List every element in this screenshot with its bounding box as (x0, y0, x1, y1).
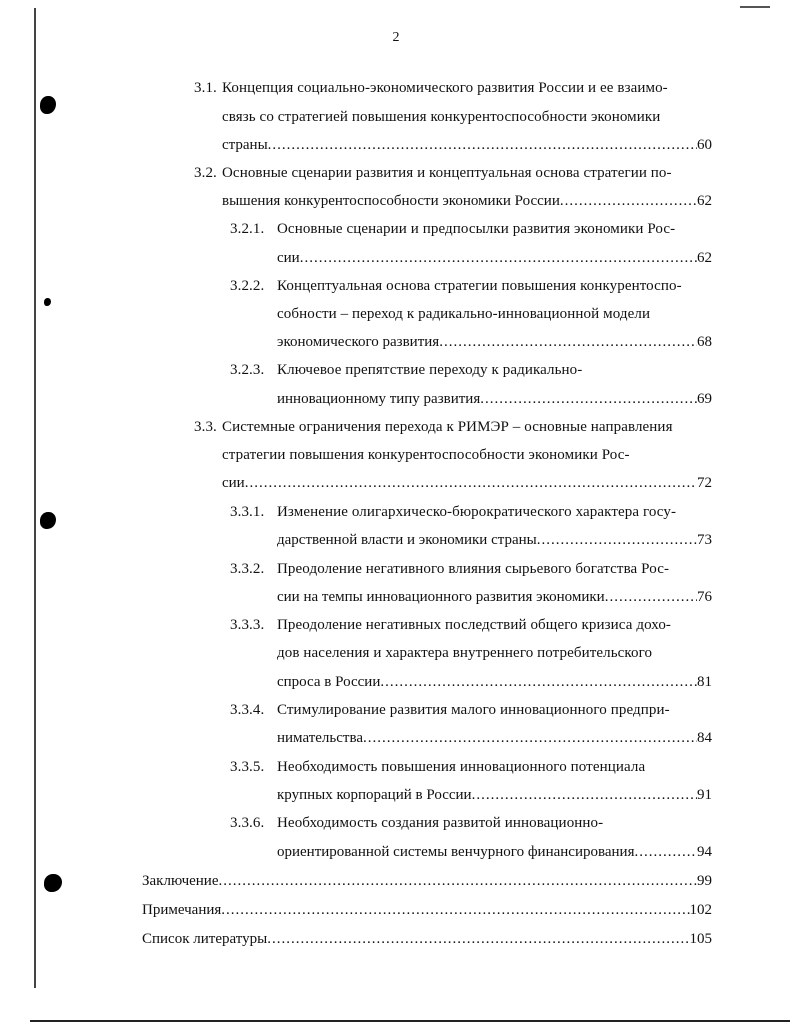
toc-entry-leader (277, 785, 712, 805)
toc-entry-text: Системные ограничения перехода к РИМЭР – основные направления (222, 419, 673, 435)
toc-entry-number: 3.3.2. (230, 561, 265, 577)
toc-entry-number: 3.3.1. (230, 504, 265, 520)
toc-entry-leader (277, 389, 712, 409)
toc-entry-text: Необходимость повышения инновационного потенциала (277, 759, 646, 775)
toc-entry-text: собности – переход к радикально-инновационной модели (277, 306, 651, 322)
toc-entry-text: инновационному типу развития (277, 391, 481, 407)
toc-page-number: 81 (697, 674, 712, 690)
toc-entry-text: стратегии повышения конкурентоспособности экономики Рос- (222, 447, 630, 463)
toc-entry-text: нимательства (277, 730, 364, 746)
toc-entry-text: сии на темпы инновационного развития экономики (277, 589, 605, 605)
toc-entry-text: Ключевое препятствие переходу к радикально- (277, 362, 583, 378)
toc-entry-leader (222, 473, 712, 493)
toc-entry-number: 3.2. (194, 165, 217, 181)
toc-entry-leader (277, 728, 712, 748)
toc-entry-text: спроса в России (277, 674, 381, 690)
toc-page-number: 84 (697, 730, 712, 746)
toc-entry-leader (222, 191, 712, 211)
toc-entry-leader (277, 842, 712, 862)
toc-page-number: 62 (697, 193, 712, 209)
toc-entry-text: Стимулирование развития малого инновационного предпри- (277, 702, 670, 718)
toc-entry-leader (142, 871, 712, 891)
toc-entry-text: Преодоление негативного влияния сырьевого богатства Рос- (277, 561, 670, 577)
toc-entry-text: вышения конкурентоспособности экономики России (222, 193, 560, 209)
toc-page-number: 60 (697, 137, 712, 153)
toc-entry-leader (277, 530, 712, 550)
toc-entry-text: Основные сценарии и предпосылки развития экономики Рос- (277, 221, 676, 237)
toc-entry-number: 3.1. (194, 80, 217, 96)
toc-entry-number: 3.2.2. (230, 278, 265, 294)
toc-page-number: 68 (697, 334, 712, 350)
toc-entry-text: связь со стратегией повышения конкурентоспособности экономики (222, 109, 661, 125)
toc-entry-number: 3.3.4. (230, 702, 265, 718)
ink-blot (40, 512, 56, 529)
toc-entry-number: 3.2.3. (230, 362, 265, 378)
toc-entry-leader (277, 672, 712, 692)
toc-entry-text: Преодоление негативных последствий общего кризиса дохо- (277, 617, 672, 633)
toc-entry-text: сии (222, 475, 245, 491)
toc-page-number: 69 (697, 391, 712, 407)
toc-page-number: 73 (697, 532, 712, 548)
toc-entry-text: сии (277, 250, 300, 266)
toc-entry-text: крупных корпораций в России (277, 787, 472, 803)
toc-entry-leader (277, 248, 712, 268)
toc-entry-text: Концепция социально-экономического развития России и ее взаимо- (222, 80, 668, 96)
toc-entry-text: дов населения и характера внутреннего потребительского (277, 645, 653, 661)
toc-entry-text: Примечания (142, 902, 222, 918)
toc-entry-leader (142, 929, 712, 949)
toc-entry-leader (277, 587, 712, 607)
toc-page-number: 105 (689, 931, 712, 947)
toc-page-number: 62 (697, 250, 712, 266)
toc-entry-text: Список литературы (142, 931, 268, 947)
toc-entry-number: 3.3.6. (230, 815, 265, 831)
toc-entry-leader (142, 900, 712, 920)
toc-entry-text: Концептуальная основа стратегии повышения конкурентоспо- (277, 278, 682, 294)
scan-edge-bottom (30, 1020, 790, 1022)
toc-entry-leader (222, 135, 712, 155)
toc-entry-text: Изменение олигархическо-бюрократического характера госу- (277, 504, 677, 520)
scan-mark-top (740, 6, 770, 8)
toc-page-number: 72 (697, 475, 712, 491)
toc-entry-text: ориентированной системы венчурного финансирования (277, 844, 635, 860)
toc-entry-number: 3.3.5. (230, 759, 265, 775)
toc-entry-number: 3.2.1. (230, 221, 265, 237)
toc-page-number: 102 (689, 902, 712, 918)
ink-blot (44, 298, 51, 306)
toc-entry-text: Необходимость создания развитой инновационно- (277, 815, 604, 831)
toc-entry-text: дарственной власти и экономики страны (277, 532, 537, 548)
toc-page-number: 76 (697, 589, 712, 605)
toc-page-number: 94 (697, 844, 712, 860)
toc-entry-text: экономического развития (277, 334, 440, 350)
ink-blot (44, 874, 62, 892)
toc-page-number: 91 (697, 787, 712, 803)
toc-entry-text: Основные сценарии развития и концептуальная основа стратегии по- (222, 165, 672, 181)
page-number: 2 (392, 30, 400, 45)
toc-entry-number: 3.3.3. (230, 617, 265, 633)
toc-entry-leader (277, 332, 712, 352)
scan-edge-left (34, 8, 36, 988)
toc-page-number: 99 (697, 873, 712, 889)
toc-entry-text: страны (222, 137, 268, 153)
toc-entry-number: 3.3. (194, 419, 217, 435)
ink-blot (40, 96, 56, 114)
toc-entry-text: Заключение (142, 873, 219, 889)
